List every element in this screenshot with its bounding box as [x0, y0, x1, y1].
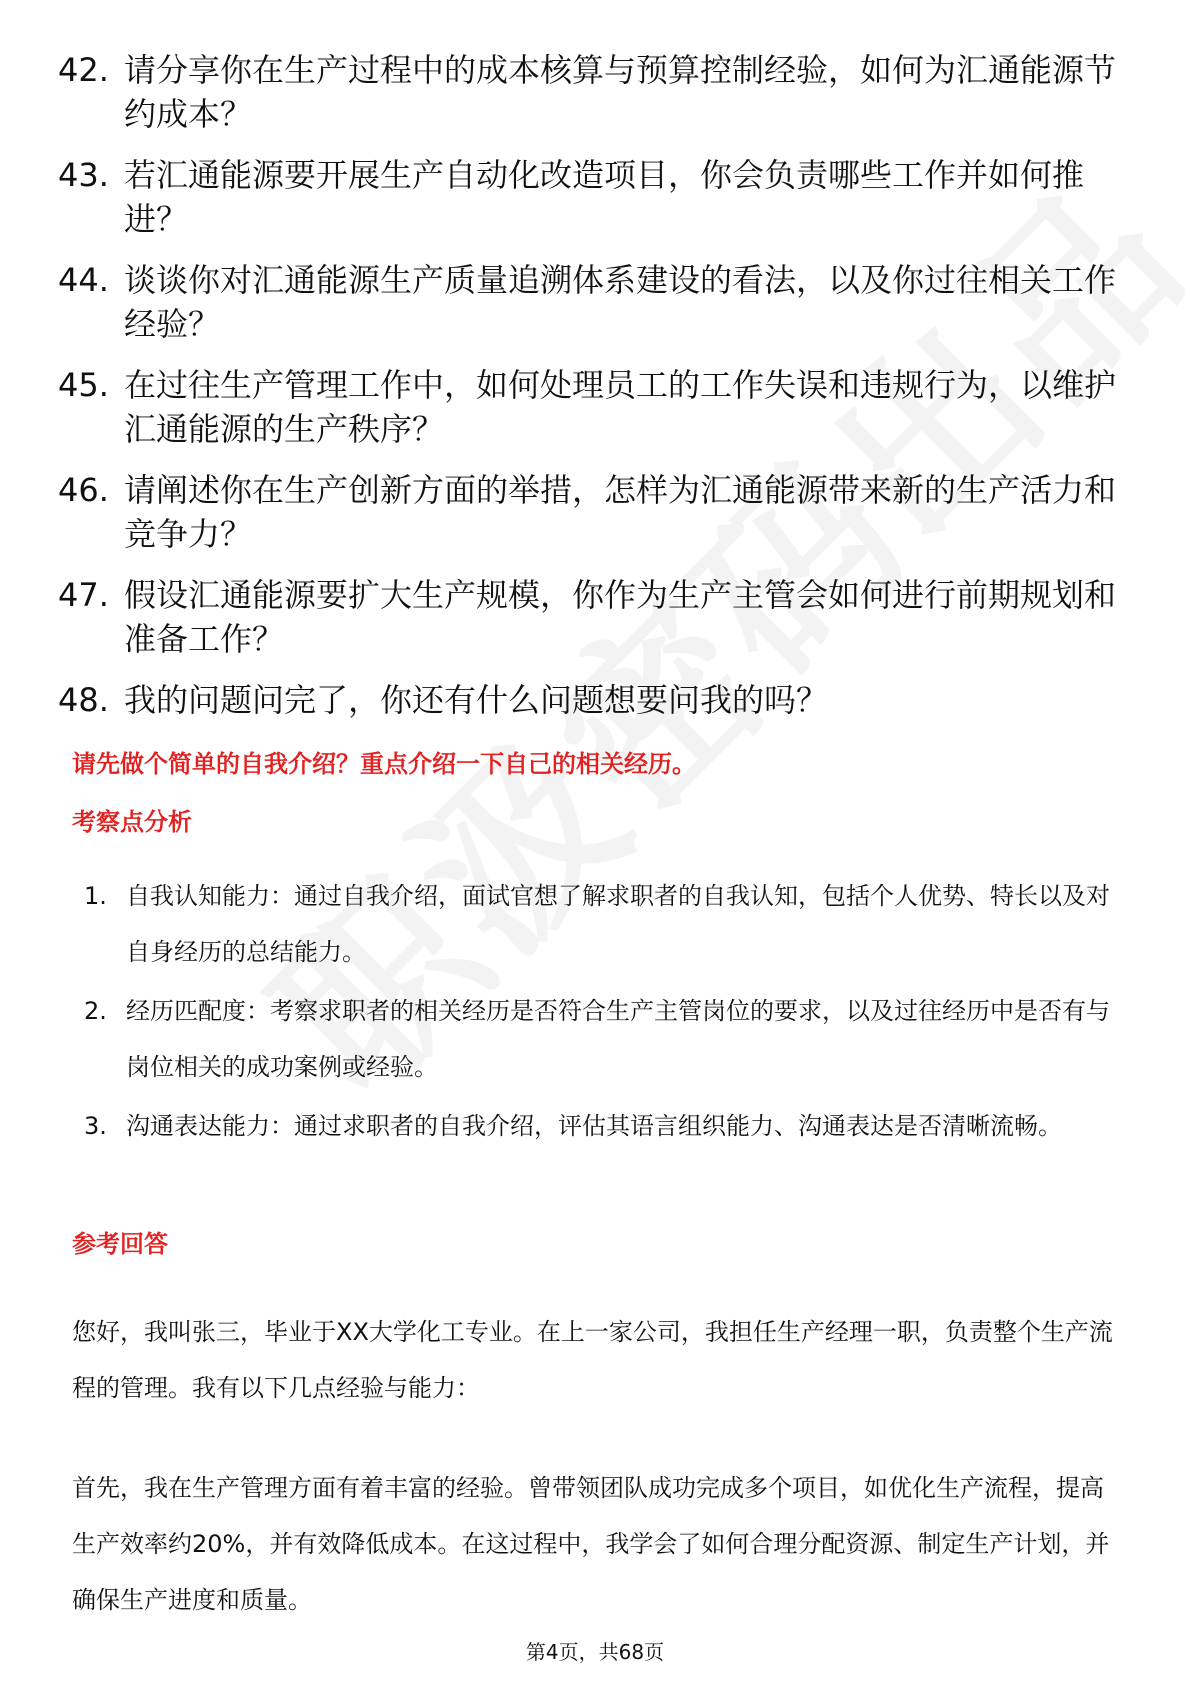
answer-heading: 参考回答 — [72, 1230, 168, 1258]
question-item — [58, 678, 1118, 722]
analysis-item — [84, 1098, 1114, 1154]
page-footer: 第4页，共68页 — [525, 1640, 665, 1664]
question-text: 我的问题问完了，你还有什么问题想要问我的吗？ — [124, 681, 829, 719]
analysis-heading: 考察点分析 — [72, 808, 192, 836]
question-item — [58, 363, 1118, 451]
question-text: 请分享你在生产过程中的成本核算与预算控制经验，如何为汇通能源节约成本？ — [124, 51, 1117, 133]
analysis-item — [84, 983, 1114, 1095]
answer-paragraph: 您好，我叫张三，毕业于XX大学化工专业。在上一家公司，我担任生产经理一职，负责整个生产流程的管理。我有以下几点经验与能力： — [72, 1318, 1113, 1402]
question-item — [58, 468, 1118, 556]
question-item — [58, 153, 1118, 241]
question-item — [58, 48, 1118, 136]
question-list — [58, 48, 1118, 739]
question-number: 44. — [58, 261, 109, 299]
question-text: 在过往生产管理工作中，如何处理员工的工作失误和违规行为，以维护汇通能源的生产秩序？ — [124, 366, 1117, 448]
question-text: 请阐述你在生产创新方面的举措，怎样为汇通能源带来新的生产活力和竞争力？ — [124, 471, 1117, 553]
question-item — [58, 258, 1118, 346]
analysis-number: 1. — [84, 882, 107, 910]
question-number: 46. — [58, 471, 109, 509]
analysis-text: 自我认知能力：通过自我介绍，面试官想了解求职者的自我认知，包括个人优势、特长以及对自身经历的总结能力。 — [126, 882, 1110, 966]
question-text: 假设汇通能源要扩大生产规模，你作为生产主管会如何进行前期规划和准备工作？ — [124, 576, 1117, 658]
question-number: 42. — [58, 51, 109, 89]
analysis-text: 经历匹配度：考察求职者的相关经历是否符合生产主管岗位的要求，以及过往经历中是否有与岗位相关的成功案例或经验。 — [126, 997, 1110, 1081]
answer-paragraph: 首先，我在生产管理方面有着丰富的经验。曾带领团队成功完成多个项目，如优化生产流程，提高生产效率约20%，并有效降低成本。在这过程中，我学会了如何合理分配资源、制定生产计划，并确保生产进度和质量。 — [72, 1474, 1110, 1614]
main-question-heading: 请先做个简单的自我介绍？重点介绍一下自己的相关经历。 — [72, 750, 696, 778]
question-text: 谈谈你对汇通能源生产质量追溯体系建设的看法，以及你过往相关工作经验？ — [124, 261, 1117, 343]
question-number: 48. — [58, 681, 109, 719]
question-number: 43. — [58, 156, 109, 194]
analysis-number: 2. — [84, 997, 107, 1025]
question-number: 47. — [58, 576, 109, 614]
question-text: 若汇通能源要开展生产自动化改造项目，你会负责哪些工作并如何推进？ — [124, 156, 1085, 238]
question-number: 45. — [58, 366, 109, 404]
analysis-list — [84, 868, 1114, 1157]
question-item — [58, 573, 1118, 661]
analysis-text: 沟通表达能力：通过求职者的自我介绍，评估其语言组织能力、沟通表达是否清晰流畅。 — [126, 1112, 1062, 1140]
analysis-number: 3. — [84, 1112, 107, 1140]
analysis-item — [84, 868, 1114, 980]
